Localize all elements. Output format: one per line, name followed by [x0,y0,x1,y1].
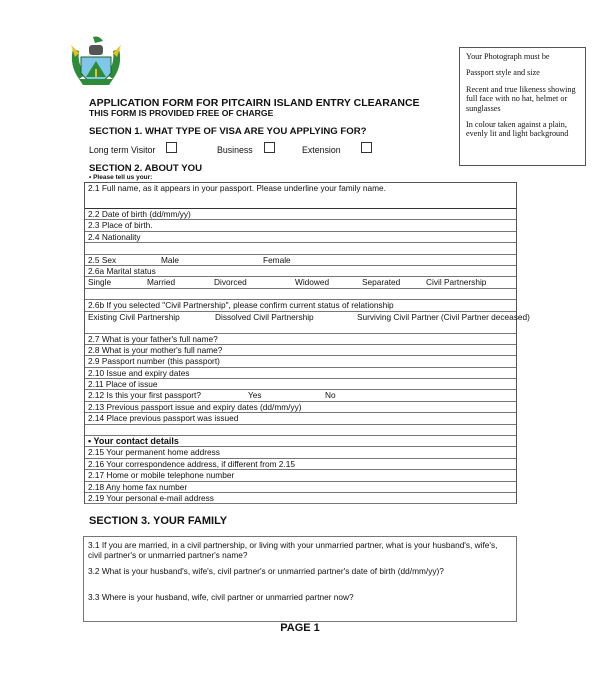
marital-status-label-row [85,266,516,277]
extension-checkbox[interactable] [361,142,372,153]
blank-row[interactable] [85,243,516,254]
cp-option[interactable]: Existing Civil Partnership [88,311,180,322]
photo-requirement: Recent and true likeness showing full face with no hat, helmet or sunglasses [466,84,576,113]
family-box[interactable] [83,536,517,622]
email-field[interactable] [85,493,516,504]
first-passport-no[interactable]: No [325,390,336,401]
photo-requirement: Your Photograph must be [466,52,550,61]
sex-option-male[interactable]: Male [161,254,179,265]
field-label: 2.13 Previous passport issue and expiry dates (dd/mm/yy) [88,401,302,412]
marital-option[interactable]: Widowed [295,277,330,288]
marital-option[interactable]: Single [88,277,112,288]
place-of-issue-field[interactable] [85,379,516,390]
field-label: 2.17 Home or mobile telephone number [88,470,235,481]
field-label: 2.2 Date of birth (dd/mm/yy) [88,209,191,219]
field-label: 2.3 Place of birth. [88,220,153,231]
section3-heading: SECTION 3. YOUR FAMILY [89,515,228,527]
marital-option[interactable]: Civil Partnership [426,277,487,288]
partner-dob-question: 3.2 What is your husband's, wife's, civil partner's or unmarried partner's date of birth (dd/mm/yy)? [88,566,444,576]
cp-option[interactable]: Dissolved Civil Partnership [215,311,314,322]
field-label: • Your contact details [88,436,179,447]
marital-option[interactable]: Divorced [214,277,247,288]
passport-number-field[interactable] [85,356,516,367]
correspondence-address-field[interactable] [85,459,516,470]
previous-passport-place-field[interactable] [85,413,516,424]
marital-option[interactable]: Separated [362,277,401,288]
section2-heading: SECTION 2. ABOUT YOU [89,163,203,174]
partner-name-question: 3.1 If you are married, in a civil partnership, or living with your unmarried partner, what is your husband's, wife's, civil partner's or unmarried partner's name? [88,540,498,560]
visa-option-label: Long term Visitor [89,145,156,155]
sex-option-female[interactable]: Female [263,254,291,265]
cp-option[interactable]: Surviving Civil Partner (Civil Partner deceased) [357,311,530,322]
field-label: 2.10 Issue and expiry dates [88,367,190,378]
marital-option[interactable]: Married [147,277,176,288]
marital-status-options [85,277,516,288]
field-label: 2.19 Your personal e-mail address [88,492,214,503]
telephone-field[interactable] [85,470,516,481]
field-label: 2.12 Is this your first passport? [88,390,201,401]
about-you-table [84,182,530,504]
full-name-field[interactable] [85,183,516,209]
blank-row[interactable] [85,289,516,300]
section1-heading: SECTION 1. WHAT TYPE OF VISA ARE YOU APPLYING FOR? [89,126,367,137]
field-label: 2.18 Any home fax number [88,481,188,492]
page-number: PAGE 1 [280,622,320,634]
visa-option-label: Extension [302,145,341,155]
fathers-name-field[interactable] [85,334,516,345]
form-title: APPLICATION FORM FOR PITCAIRN ISLAND ENTRY CLEARANCE [89,97,420,109]
contact-details-heading [85,436,516,447]
long-term-visitor-checkbox[interactable] [166,142,177,153]
business-checkbox[interactable] [264,142,275,153]
field-label: 2.9 Passport number (this passport) [88,356,220,367]
sex-field [85,255,516,266]
civil-partnership-options [85,311,530,334]
field-label: 2.14 Place previous passport was issued [88,413,239,424]
field-label: 2.16 Your correspondence address, if different from 2.15 [88,458,295,469]
civil-partnership-status-label [85,300,516,311]
mothers-name-field[interactable] [85,345,516,356]
fax-field[interactable] [85,482,516,493]
first-passport-yes[interactable]: Yes [248,390,262,401]
field-label: 2.15 Your permanent home address [88,447,220,458]
partner-location-question: 3.3 Where is your husband, wife, civil partner or unmarried partner now? [88,592,354,602]
home-address-field[interactable] [85,447,516,458]
issue-expiry-field[interactable] [85,368,516,379]
field-label: 2.6a Marital status [88,265,156,276]
first-passport-field [85,390,516,401]
field-label: 2.4 Nationality [88,231,141,242]
photograph-requirements-box [459,47,586,166]
blank-row[interactable] [85,425,516,436]
field-label: 2.11 Place of issue [88,379,158,390]
date-of-birth-field[interactable] [85,209,516,220]
field-label: 2.5 Sex [88,254,117,265]
place-of-birth-field[interactable] [85,220,516,231]
section2-prompt: • Please tell us your: [89,174,153,181]
field-label: 2.6b If you selected "Civil Partnership", please confirm current status of relationship [88,300,394,311]
visa-option-label: Business [217,145,253,155]
field-label: 2.8 What is your mother's full name? [88,344,223,355]
form-subtitle: THIS FORM IS PROVIDED FREE OF CHARGE [89,108,274,118]
field-label: 2.1 Full name, as it appears in your passport. Please underline your family name. [88,183,386,193]
previous-passport-dates-field[interactable] [85,402,516,413]
field-label: 2.7 What is your father's full name? [88,333,218,344]
photo-requirement: In colour taken against a plain, evenly lit and light background [466,120,569,139]
photo-requirement: Passport style and size [466,68,540,78]
nationality-field[interactable] [85,232,516,243]
pitcairn-coat-of-arms-logo [65,35,127,93]
